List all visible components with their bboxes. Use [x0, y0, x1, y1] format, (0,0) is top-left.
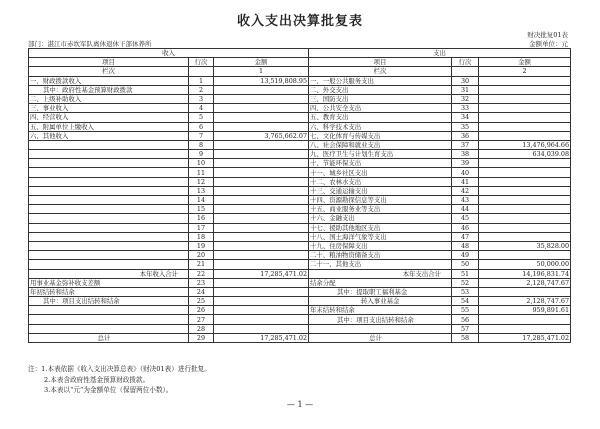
income-expense-table — [28, 48, 571, 343]
table-row — [29, 85, 571, 94]
expense-item: 一、一般公共服务支出 — [309, 76, 452, 85]
expense-row-no: 44 — [452, 205, 479, 214]
table-row — [29, 104, 571, 113]
expense-item: 十、节能环保支出 — [309, 159, 452, 168]
expense-column-index-label: 栏次 — [309, 67, 452, 76]
expense-row-header: 行次 — [452, 58, 479, 67]
table-row — [29, 223, 571, 232]
table-row — [29, 122, 571, 131]
expense-amount — [479, 159, 571, 168]
expense-item: 年末结转和结余 — [309, 306, 452, 315]
income-amount-header: 金额 — [214, 58, 309, 67]
expense-row-no: 40 — [452, 168, 479, 177]
income-item — [29, 168, 189, 177]
income-row-no: 21 — [189, 260, 214, 269]
expense-amount — [479, 122, 571, 131]
income-row-no: 4 — [189, 104, 214, 113]
income-row-no: 15 — [189, 205, 214, 214]
expense-amount — [479, 94, 571, 103]
income-row-no: 29 — [189, 333, 214, 342]
expense-item: 其中：项目支出结转和结余 — [309, 315, 452, 324]
expense-amount — [479, 196, 571, 205]
income-amount — [214, 232, 309, 241]
income-amount — [214, 159, 309, 168]
income-item: 其中：政府性基金预算财政拨款 — [29, 85, 189, 94]
expense-row-no: 31 — [452, 85, 479, 94]
income-item: 总计 — [29, 333, 189, 342]
expense-item: 十三、交通运输支出 — [309, 186, 452, 195]
expense-column-index-blank — [452, 67, 479, 76]
income-row-no: 23 — [189, 278, 214, 287]
income-row-no: 9 — [189, 150, 214, 159]
table-row — [29, 297, 571, 306]
expense-amount — [479, 205, 571, 214]
income-item: 用事业基金弥补收支差额 — [29, 278, 189, 287]
income-item — [29, 324, 189, 333]
income-row-no: 24 — [189, 287, 214, 296]
income-amount — [214, 122, 309, 131]
income-column-index: 1 — [214, 67, 309, 76]
expense-amount — [479, 168, 571, 177]
expense-amount — [479, 177, 571, 186]
expense-row-no: 38 — [452, 150, 479, 159]
table-row — [29, 76, 571, 85]
expense-item: 四、公共安全支出 — [309, 104, 452, 113]
expense-row-no: 30 — [452, 76, 479, 85]
expense-row-no: 48 — [452, 241, 479, 250]
expense-item: 七、文化体育与传媒支出 — [309, 131, 452, 140]
expense-item: 三、国防支出 — [309, 94, 452, 103]
income-row-no: 22 — [189, 269, 214, 278]
expense-amount — [479, 251, 571, 260]
expense-row-no: 55 — [452, 306, 479, 315]
table-row — [29, 168, 571, 177]
income-amount: 17,285,471.02 — [214, 269, 309, 278]
table-row — [29, 333, 571, 342]
table-row — [29, 241, 571, 250]
expense-row-no: 56 — [452, 315, 479, 324]
expense-amount — [479, 104, 571, 113]
expense-row-no: 34 — [452, 113, 479, 122]
note-1: 注：1.本表依据《收入支出决算总表》（财决01表）进行批复。 — [28, 365, 211, 373]
page-number: — 1 — — [286, 400, 314, 409]
income-amount — [214, 113, 309, 122]
expense-item: 二十、粮油物资储备支出 — [309, 251, 452, 260]
expense-item: 六、科学技术支出 — [309, 122, 452, 131]
expense-amount: 50,000.00 — [479, 260, 571, 269]
income-item — [29, 159, 189, 168]
expense-row-no: 33 — [452, 104, 479, 113]
income-column-index-label: 栏次 — [29, 67, 189, 76]
income-item: 年初结转和结余 — [29, 287, 189, 296]
expense-item — [309, 324, 452, 333]
page-title: 收入支出决算批复表 — [236, 14, 363, 29]
table-row — [29, 278, 571, 287]
income-item: 本年收入合计 — [29, 269, 189, 278]
income-item — [29, 306, 189, 315]
income-row-no: 20 — [189, 251, 214, 260]
income-row-no: 3 — [189, 94, 214, 103]
expense-item: 其中：提取职工福利基金 — [309, 287, 452, 296]
expense-item: 五、教育支出 — [309, 113, 452, 122]
expense-amount — [479, 76, 571, 85]
expense-row-no: 53 — [452, 287, 479, 296]
expense-item: 二、外交支出 — [309, 85, 452, 94]
table-row — [29, 260, 571, 269]
income-amount — [214, 241, 309, 250]
table-row — [29, 287, 571, 296]
income-row-no: 5 — [189, 113, 214, 122]
income-item: 四、经营收入 — [29, 113, 189, 122]
expense-item: 二十一、其他支出 — [309, 260, 452, 269]
income-row-no: 12 — [189, 177, 214, 186]
expense-amount — [479, 232, 571, 241]
income-amount: 17,285,471.02 — [214, 333, 309, 342]
income-amount — [214, 104, 309, 113]
table-row — [29, 205, 571, 214]
table-row — [29, 140, 571, 149]
expense-row-no: 39 — [452, 159, 479, 168]
department-label: 部门：湛江市赤坎军队离休退休干部休养所 — [28, 40, 152, 48]
income-item — [29, 251, 189, 260]
income-amount — [214, 205, 309, 214]
expense-item: 十四、资源勘探信息等支出 — [309, 196, 452, 205]
expense-amount — [479, 85, 571, 94]
expense-amount: 2,128,747.67 — [479, 278, 571, 287]
income-amount — [214, 150, 309, 159]
income-row-no: 1 — [189, 76, 214, 85]
expense-row-no: 43 — [452, 196, 479, 205]
income-item — [29, 260, 189, 269]
expense-amount-header: 金额 — [479, 58, 571, 67]
table-row — [29, 306, 571, 315]
expense-row-no: 45 — [452, 214, 479, 223]
income-amount — [214, 168, 309, 177]
income-row-no: 2 — [189, 85, 214, 94]
income-amount — [214, 306, 309, 315]
expense-row-no: 58 — [452, 333, 479, 342]
income-row-no: 10 — [189, 159, 214, 168]
expense-item: 十六、金融支出 — [309, 214, 452, 223]
income-row-no: 19 — [189, 241, 214, 250]
expense-amount: 959,891.61 — [479, 306, 571, 315]
table-body — [29, 76, 571, 342]
expense-amount: 634,039.08 — [479, 150, 571, 159]
income-item — [29, 140, 189, 149]
expense-item-header: 项目 — [309, 58, 452, 67]
expense-amount: 2,128,747.67 — [479, 297, 571, 306]
income-row-header: 行次 — [189, 58, 214, 67]
expense-item: 十九、住房保障支出 — [309, 241, 452, 250]
expense-amount: 35,828.00 — [479, 241, 571, 250]
table-row — [29, 269, 571, 278]
expense-row-no: 32 — [452, 94, 479, 103]
expense-item: 十八、国土海洋气象等支出 — [309, 232, 452, 241]
expense-item: 转入事业基金 — [309, 297, 452, 306]
table-row — [29, 232, 571, 241]
table-row — [29, 159, 571, 168]
table-row — [29, 324, 571, 333]
expense-row-no: 54 — [452, 297, 479, 306]
income-item: 三、事业收入 — [29, 104, 189, 113]
income-amount — [214, 214, 309, 223]
income-amount — [214, 324, 309, 333]
income-row-no: 14 — [189, 196, 214, 205]
income-amount — [214, 251, 309, 260]
expense-amount: 17,285,471.02 — [479, 333, 571, 342]
income-amount — [214, 260, 309, 269]
expense-amount: 13,476,964.66 — [479, 140, 571, 149]
income-row-no: 11 — [189, 168, 214, 177]
income-item — [29, 223, 189, 232]
income-row-no: 6 — [189, 122, 214, 131]
expense-amount — [479, 113, 571, 122]
expense-row-no: 47 — [452, 232, 479, 241]
expense-amount — [479, 131, 571, 140]
table-row — [29, 150, 571, 159]
income-item — [29, 232, 189, 241]
income-item: 二、上级补助收入 — [29, 94, 189, 103]
expense-amount — [479, 315, 571, 324]
income-item: 其中：项目支出结转和结余 — [29, 297, 189, 306]
table-row — [29, 315, 571, 324]
expense-item: 总计 — [309, 333, 452, 342]
income-row-no: 28 — [189, 324, 214, 333]
income-item — [29, 214, 189, 223]
expense-row-no: 41 — [452, 177, 479, 186]
income-amount — [214, 94, 309, 103]
expense-amount — [479, 186, 571, 195]
income-row-no: 17 — [189, 223, 214, 232]
expense-row-no: 46 — [452, 223, 479, 232]
expense-header: 支出 — [309, 49, 571, 58]
table-row — [29, 94, 571, 103]
income-item-header: 项目 — [29, 58, 189, 67]
expense-item: 十二、农林水支出 — [309, 177, 452, 186]
income-row-no: 18 — [189, 232, 214, 241]
note-3: 3.本表以“元”为金额单位（保留两位小数）。 — [44, 386, 173, 394]
expense-column-index: 2 — [479, 67, 571, 76]
income-item — [29, 186, 189, 195]
table-row — [29, 177, 571, 186]
income-amount: 13,519,808.95 — [214, 76, 309, 85]
expense-row-no: 57 — [452, 324, 479, 333]
income-row-no: 8 — [189, 140, 214, 149]
expense-row-no: 49 — [452, 251, 479, 260]
income-row-no: 7 — [189, 131, 214, 140]
expense-item: 结余分配 — [309, 278, 452, 287]
income-amount — [214, 140, 309, 149]
currency-unit: 金额单位：元 — [529, 40, 568, 48]
income-amount — [214, 315, 309, 324]
expense-item: 十七、援助其他地区支出 — [309, 223, 452, 232]
expense-item: 十一、城乡社区支出 — [309, 168, 452, 177]
income-row-no: 13 — [189, 186, 214, 195]
expense-amount — [479, 287, 571, 296]
income-item — [29, 196, 189, 205]
income-amount: 3,765,662.07 — [214, 131, 309, 140]
expense-row-no: 36 — [452, 131, 479, 140]
table-row — [29, 113, 571, 122]
income-amount — [214, 287, 309, 296]
expense-row-no: 52 — [452, 278, 479, 287]
expense-row-no: 37 — [452, 140, 479, 149]
form-number: 财决批复01表 — [527, 31, 568, 39]
income-item: 五、附属单位上缴收入 — [29, 122, 189, 131]
income-row-no: 26 — [189, 306, 214, 315]
income-amount — [214, 196, 309, 205]
income-amount — [214, 278, 309, 287]
table-row — [29, 214, 571, 223]
expense-item: 九、医疗卫生与计划生育支出 — [309, 150, 452, 159]
income-amount — [214, 186, 309, 195]
expense-amount: 14,196,831.74 — [479, 269, 571, 278]
expense-item: 十五、商业服务业等支出 — [309, 205, 452, 214]
income-amount — [214, 223, 309, 232]
income-item — [29, 241, 189, 250]
table-row — [29, 196, 571, 205]
income-row-no: 25 — [189, 297, 214, 306]
expense-row-no: 50 — [452, 260, 479, 269]
table-row — [29, 251, 571, 260]
note-2: 2.本表含政府性基金预算财政拨款。 — [44, 375, 150, 384]
income-column-index-blank — [189, 67, 214, 76]
income-item — [29, 150, 189, 159]
table-row — [29, 186, 571, 195]
expense-row-no: 35 — [452, 122, 479, 131]
income-amount — [214, 85, 309, 94]
expense-amount — [479, 324, 571, 333]
expense-row-no: 42 — [452, 186, 479, 195]
expense-row-no: 51 — [452, 269, 479, 278]
income-header: 收入 — [29, 49, 309, 58]
table-row — [29, 131, 571, 140]
income-row-no: 16 — [189, 214, 214, 223]
expense-item: 本年支出合计 — [309, 269, 452, 278]
income-item — [29, 315, 189, 324]
income-item — [29, 205, 189, 214]
income-item: 一、财政拨款收入 — [29, 76, 189, 85]
income-amount — [214, 297, 309, 306]
expense-amount — [479, 214, 571, 223]
income-item — [29, 177, 189, 186]
income-row-no: 27 — [189, 315, 214, 324]
income-item: 六、其他收入 — [29, 131, 189, 140]
notes — [28, 364, 211, 396]
income-amount — [214, 177, 309, 186]
expense-item: 八、社会保障和就业支出 — [309, 140, 452, 149]
expense-amount — [479, 223, 571, 232]
